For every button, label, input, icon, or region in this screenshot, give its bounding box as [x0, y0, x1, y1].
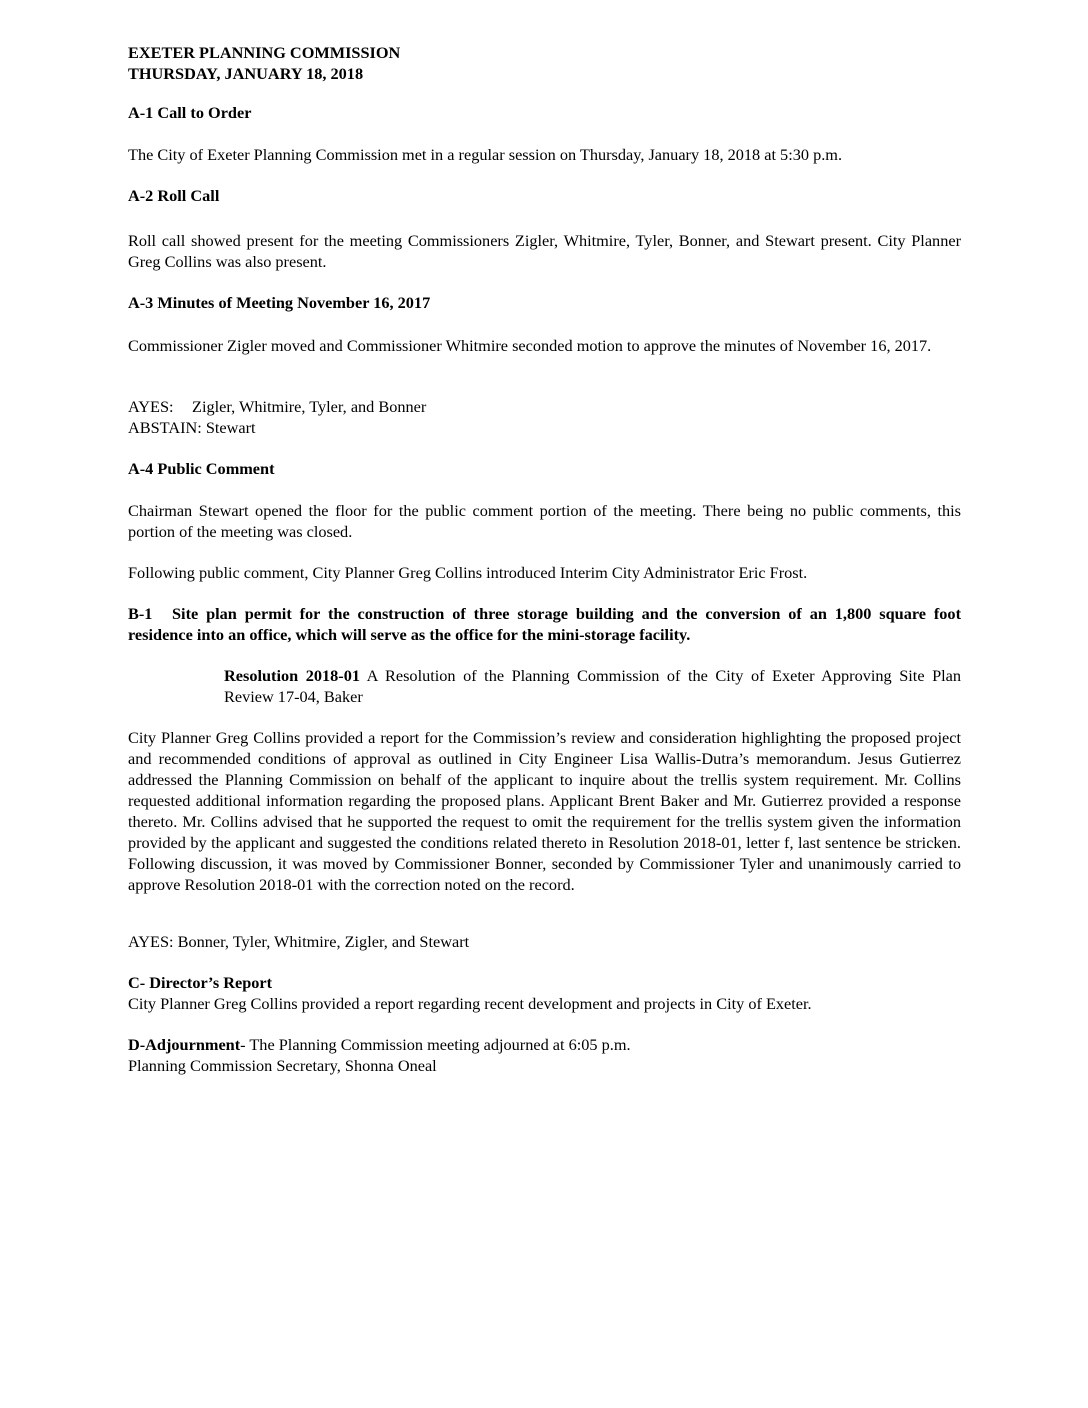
- heading-call-to-order: A-1 Call to Order: [128, 103, 252, 122]
- heading-public-comment: A-4 Public Comment: [128, 459, 275, 478]
- roll-call-text: Roll call showed present for the meeting Commissioners Zigler, Whitmire, Tyler, Bonner, and Stewart present. City Planner Greg Collins was also present.: [128, 231, 961, 271]
- heading-roll-call: A-2 Roll Call: [128, 186, 220, 205]
- resolution-entry: [224, 665, 961, 707]
- heading-adjournment: D-Adjournment: [128, 1035, 241, 1054]
- secretary-signature-line: Planning Commission Secretary, Shonna Oneal: [128, 1056, 437, 1075]
- ayes-label: AYES:: [128, 397, 174, 416]
- heading-minutes: A-3 Minutes of Meeting November 16, 2017: [128, 293, 431, 312]
- public-comment-followup: Following public comment, City Planner Greg Collins introduced Interim City Administrator Eric Frost.: [128, 563, 808, 582]
- minutes-motion-text: Commissioner Zigler moved and Commissioner Whitmire seconded motion to approve the minutes of November 16, 2017.: [128, 336, 932, 355]
- site-plan-heading: [128, 603, 961, 645]
- adjournment-line: [128, 1034, 631, 1055]
- minutes-abstain: ABSTAIN: Stewart: [128, 418, 256, 437]
- site-plan-discussion: City Planner Greg Collins provided a report for the Commission’s review and consideration highlighting the proposed project and recommended conditions of approval as outlined in City Engineer Lisa Wallis-Dutra’s memorandum. Jesus Gutierrez addressed the Planning Commission on behalf of the applicant to inquire about the trellis system requirement. Mr. Collins requested additional information regarding the proposed plans. Applicant Brent Baker and Mr. Gutierrez provided a response thereto. Mr. Collins advised that he supported the request to omit the requirement for the trellis system given the information provided by the applicant and suggested the conditions related thereto in Resolution 2018-01, letter f, last sentence be stricken. Following discussion, it was moved by Commissioner Bonner, seconded by Commissioner Tyler and unanimously carried to approve Resolution 2018-01 with the correction noted on the record.: [128, 728, 961, 894]
- document-header: [128, 42, 400, 84]
- item-number: B-1: [128, 604, 153, 623]
- commission-title: EXETER PLANNING COMMISSION: [128, 43, 401, 62]
- call-to-order-text: The City of Exeter Planning Commission met in a regular session on Thursday, January 18, 2018 at 5:30 p.m.: [128, 145, 843, 164]
- heading-directors-report: C- Director’s Report: [128, 973, 273, 992]
- directors-report-text: City Planner Greg Collins provided a report regarding recent development and projects in City of Exeter.: [128, 994, 812, 1013]
- site-plan-ayes: AYES: Bonner, Tyler, Whitmire, Zigler, and Stewart: [128, 932, 470, 951]
- minutes-ayes: [128, 396, 426, 417]
- meeting-date: THURSDAY, JANUARY 18, 2018: [128, 64, 364, 83]
- site-plan-title: Site plan permit for the construction of three storage building and the conversion of an 1,800 square foot residence into an office, which will serve as the office for the mini-storage facility.: [128, 604, 961, 644]
- resolution-description: A Resolution of the Planning Commission of the City of Exeter Approving Site Plan Review 17-04, Baker: [224, 666, 962, 706]
- ayes-names: Zigler, Whitmire, Tyler, and Bonner: [192, 397, 427, 416]
- resolution-label: Resolution 2018-01: [224, 666, 360, 685]
- adjournment-text: - The Planning Commission meeting adjourned at 6:05 p.m.: [240, 1035, 631, 1054]
- public-comment-text: Chairman Stewart opened the floor for the public comment portion of the meeting. There being no public comments, this portion of the meeting was closed.: [128, 501, 961, 541]
